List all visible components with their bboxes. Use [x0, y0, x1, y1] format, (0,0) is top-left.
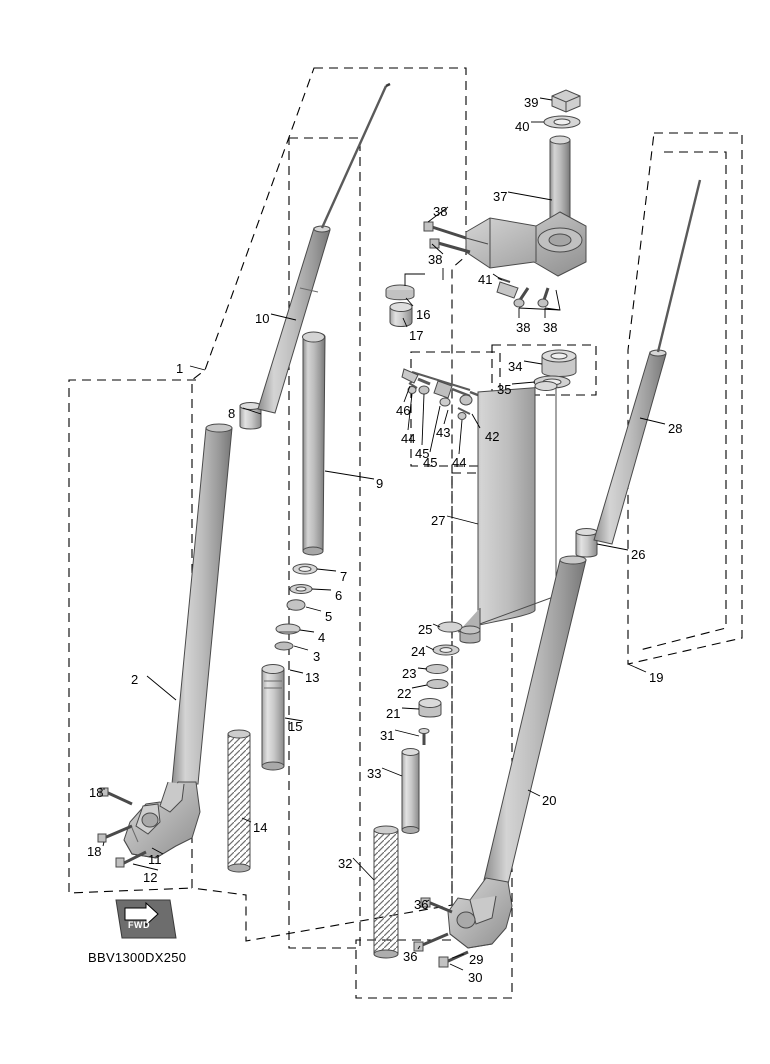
callout-15: 15: [288, 719, 303, 734]
callout-27: 27: [431, 513, 446, 528]
callout-4: 4: [318, 630, 326, 645]
callout-5: 5: [325, 609, 333, 624]
part-7-washer: [293, 564, 317, 574]
fwd-label: FWD: [128, 920, 150, 930]
part-27-outer-tube: [458, 382, 557, 644]
callout-29: 29: [469, 952, 484, 967]
part-21-bushing: [419, 699, 441, 718]
callout-1: 1: [176, 361, 184, 376]
callout-2: 2: [131, 672, 139, 687]
part-34-bearing: [542, 350, 576, 377]
callout-6: 6: [335, 588, 343, 603]
part-16-oring: [386, 285, 414, 300]
part-4-washer: [276, 624, 300, 634]
part-8-ring: [240, 403, 261, 430]
callout-45-a: 45: [415, 446, 430, 461]
part-2-outer-tube: [172, 424, 232, 784]
part-25-washer: [438, 622, 462, 632]
callout-7: 7: [340, 569, 348, 584]
callout-24: 24: [411, 644, 426, 659]
callout-30: 30: [468, 970, 483, 985]
part-40-washer: [544, 116, 580, 128]
part-31-rod: [419, 729, 429, 746]
callout-14: 14: [253, 820, 268, 835]
part-code-label: BBV1300DX250: [88, 950, 187, 965]
callout-45-b: 45: [423, 455, 438, 470]
callout-13: 13: [305, 670, 320, 685]
callout-44-a: 44: [401, 431, 416, 446]
rebound-assembly: [402, 369, 488, 420]
callout-36-bottom: 36: [403, 949, 418, 964]
callout-36-top: 36: [414, 897, 429, 912]
callout-39: 39: [524, 95, 539, 110]
callout-38-c: 38: [516, 320, 531, 335]
part-14-spring: [228, 730, 250, 872]
callout-20: 20: [542, 793, 557, 808]
callout-3: 3: [313, 649, 321, 664]
callout-38-a: 38: [433, 204, 448, 219]
callout-35: 35: [497, 382, 512, 397]
callout-9: 9: [376, 476, 384, 491]
fwd-arrow-plate: [116, 900, 176, 938]
callout-19: 19: [649, 670, 664, 685]
callout-38-b: 38: [428, 252, 443, 267]
callout-21: 21: [386, 706, 401, 721]
callout-25: 25: [418, 622, 433, 637]
part-26-ring: [576, 529, 597, 558]
part-3-seal: [275, 642, 293, 650]
right-axle-bracket: [448, 878, 512, 948]
callout-8: 8: [228, 406, 236, 421]
upper-triple-clamp: [466, 212, 586, 276]
part-28-inner-tube: [594, 180, 700, 544]
callout-42: 42: [485, 429, 500, 444]
left-axle-bracket: [124, 782, 200, 858]
part-6-washer: [290, 585, 312, 594]
part-41-stopper: [497, 278, 518, 298]
part-17-cap: [390, 303, 412, 327]
callout-11: 11: [148, 852, 162, 867]
part-10-rod: [322, 84, 390, 228]
callout-22: 22: [397, 686, 412, 701]
callout-38-d: 38: [543, 320, 558, 335]
callout-34: 34: [508, 359, 523, 374]
part-23-ring: [426, 665, 448, 674]
callout-41: 41: [478, 272, 493, 287]
callout-16: 16: [416, 307, 431, 322]
callout-31: 31: [380, 728, 395, 743]
callout-17: 17: [409, 328, 424, 343]
callout-46: 46: [396, 403, 411, 418]
part-22-clip: [427, 680, 448, 689]
callout-40: 40: [515, 119, 530, 134]
group-9-boundary: [289, 138, 360, 948]
part-11-12-bolt: [116, 852, 146, 867]
part-9-outer-tube: [303, 332, 326, 555]
callout-10: 10: [255, 311, 270, 326]
part-32-spring: [374, 826, 398, 958]
callout-12: 12: [143, 870, 158, 885]
part-15-damper: [262, 665, 284, 771]
part-5-cap: [287, 600, 305, 611]
part-39-nut: [552, 90, 580, 112]
callout-44-b: 44: [452, 455, 467, 470]
callout-33: 33: [367, 766, 382, 781]
callout-18-top: 18: [89, 785, 104, 800]
callout-37: 37: [493, 189, 508, 204]
callout-23: 23: [402, 666, 417, 681]
callout-43: 43: [436, 425, 451, 440]
callout-28: 28: [668, 421, 683, 436]
callout-18-bottom: 18: [87, 844, 102, 859]
part-33-damper: [402, 749, 419, 834]
callout-32: 32: [338, 856, 353, 871]
part-24-washer: [433, 645, 459, 655]
callout-26: 26: [631, 547, 646, 562]
